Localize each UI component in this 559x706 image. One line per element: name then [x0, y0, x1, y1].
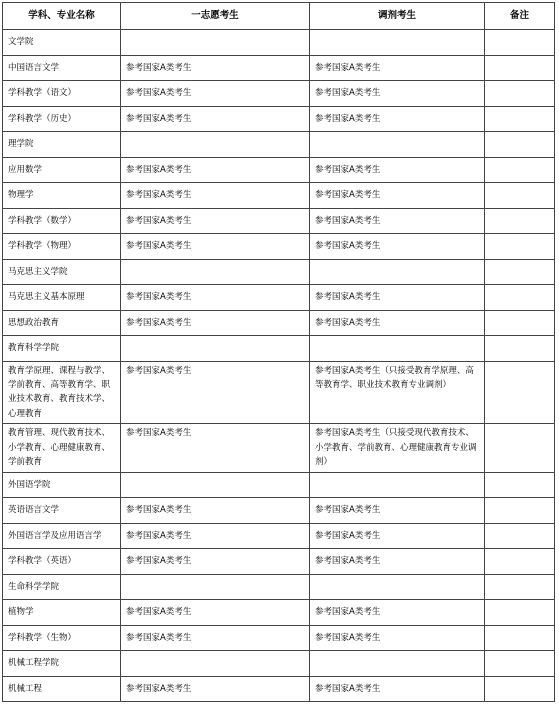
subject-cell: 中国语言文学 [3, 55, 121, 81]
first-choice-cell [121, 30, 310, 56]
note-cell [485, 676, 555, 702]
transfer-cell: 参考国家A类考生 [310, 549, 485, 575]
subject-cell: 植物学 [3, 600, 121, 626]
transfer-cell: 参考国家A类考生 [310, 498, 485, 524]
table-row [3, 234, 555, 260]
table-row [3, 208, 555, 234]
first-choice-cell [121, 651, 310, 677]
subject-cell: 学科教学（历史） [3, 106, 121, 132]
note-cell [485, 259, 555, 285]
subject-cell: 学科教学（语文） [3, 81, 121, 107]
note-cell [485, 549, 555, 575]
note-cell [485, 183, 555, 209]
transfer-cell: 参考国家A类考生 [310, 523, 485, 549]
subject-cell: 教育科学学院 [3, 336, 121, 362]
transfer-cell: 参考国家A类考生 [310, 157, 485, 183]
first-choice-cell: 参考国家A类考生 [121, 676, 310, 702]
table-header-row [3, 3, 555, 30]
note-cell [485, 55, 555, 81]
note-cell [485, 625, 555, 651]
first-choice-cell [121, 132, 310, 158]
transfer-cell: 参考国家A类考生 [310, 81, 485, 107]
header-transfer: 调剂考生 [310, 3, 485, 30]
note-cell [485, 132, 555, 158]
first-choice-cell: 参考国家A类考生 [121, 81, 310, 107]
table-row [3, 106, 555, 132]
first-choice-cell: 参考国家A类考生 [121, 523, 310, 549]
transfer-cell [310, 259, 485, 285]
first-choice-cell: 参考国家A类考生 [121, 310, 310, 336]
subject-cell: 思想政治教育 [3, 310, 121, 336]
note-cell [485, 30, 555, 56]
note-cell [485, 336, 555, 362]
transfer-cell: 参考国家A类考生（只接受现代教育技术、小学教育、学前教育、心理健康教育专业调剂） [310, 424, 485, 472]
note-cell [485, 81, 555, 107]
table-row [3, 81, 555, 107]
note-cell [485, 523, 555, 549]
table-row [3, 310, 555, 336]
note-cell [485, 600, 555, 626]
transfer-cell: 参考国家A类考生 [310, 106, 485, 132]
table-body [3, 30, 555, 702]
first-choice-cell: 参考国家A类考生 [121, 285, 310, 311]
note-cell [485, 208, 555, 234]
first-choice-cell: 参考国家A类考生 [121, 600, 310, 626]
transfer-cell: 参考国家A类考生 [310, 285, 485, 311]
note-cell [485, 651, 555, 677]
table-row [3, 424, 555, 472]
subject-cell: 机械工程 [3, 676, 121, 702]
note-cell [485, 285, 555, 311]
college-row [3, 336, 555, 362]
table-row [3, 600, 555, 626]
transfer-cell [310, 132, 485, 158]
transfer-cell: 参考国家A类考生 [310, 234, 485, 260]
header-notes: 备注 [485, 3, 555, 30]
transfer-cell [310, 30, 485, 56]
note-cell [485, 361, 555, 424]
table-row [3, 549, 555, 575]
subject-cell: 马克思主义学院 [3, 259, 121, 285]
subject-cell: 教育学原理、课程与教学、学前教育、高等教育学、职业技术教育、教育技术学、心理教育 [3, 361, 121, 424]
transfer-cell [310, 472, 485, 498]
subject-cell: 文学院 [3, 30, 121, 56]
note-cell [485, 574, 555, 600]
first-choice-cell: 参考国家A类考生 [121, 424, 310, 472]
table-row [3, 55, 555, 81]
transfer-cell [310, 651, 485, 677]
header-first-choice: 一志愿考生 [121, 3, 310, 30]
table-row [3, 183, 555, 209]
subject-cell: 外国语学院 [3, 472, 121, 498]
table-row [3, 361, 555, 424]
note-cell [485, 310, 555, 336]
transfer-cell: 参考国家A类考生 [310, 310, 485, 336]
transfer-cell: 参考国家A类考生 [310, 55, 485, 81]
first-choice-cell: 参考国家A类考生 [121, 157, 310, 183]
subject-cell: 生命科学学院 [3, 574, 121, 600]
first-choice-cell: 参考国家A类考生 [121, 208, 310, 234]
subject-cell: 物理学 [3, 183, 121, 209]
college-row [3, 472, 555, 498]
transfer-cell: 参考国家A类考生（只接受教育学原理、高等教育学、职业技术教育专业调剂） [310, 361, 485, 424]
first-choice-cell: 参考国家A类考生 [121, 625, 310, 651]
table-row [3, 625, 555, 651]
subject-cell: 学科教学（数学） [3, 208, 121, 234]
first-choice-cell: 参考国家A类考生 [121, 498, 310, 524]
first-choice-cell [121, 472, 310, 498]
transfer-cell: 参考国家A类考生 [310, 600, 485, 626]
note-cell [485, 498, 555, 524]
first-choice-cell: 参考国家A类考生 [121, 234, 310, 260]
subject-cell: 英语语言文学 [3, 498, 121, 524]
subject-cell: 学科教学（英语） [3, 549, 121, 575]
first-choice-cell: 参考国家A类考生 [121, 55, 310, 81]
table-row [3, 676, 555, 702]
admission-score-table [2, 2, 555, 702]
college-row [3, 651, 555, 677]
subject-cell: 学科教学（物理） [3, 234, 121, 260]
table-row [3, 498, 555, 524]
college-row [3, 259, 555, 285]
header-subject: 学科、专业名称 [3, 3, 121, 30]
note-cell [485, 424, 555, 472]
subject-cell: 外国语言学及应用语言学 [3, 523, 121, 549]
note-cell [485, 234, 555, 260]
subject-cell: 理学院 [3, 132, 121, 158]
table-row [3, 523, 555, 549]
subject-cell: 应用数学 [3, 157, 121, 183]
college-row [3, 30, 555, 56]
subject-cell: 机械工程学院 [3, 651, 121, 677]
transfer-cell [310, 574, 485, 600]
note-cell [485, 106, 555, 132]
first-choice-cell [121, 259, 310, 285]
first-choice-cell: 参考国家A类考生 [121, 549, 310, 575]
college-row [3, 574, 555, 600]
subject-cell: 学科教学（生物） [3, 625, 121, 651]
transfer-cell: 参考国家A类考生 [310, 676, 485, 702]
subject-cell: 教育管理、现代教育技术、小学教育、心理健康教育、学前教育 [3, 424, 121, 472]
table-row [3, 285, 555, 311]
transfer-cell: 参考国家A类考生 [310, 208, 485, 234]
transfer-cell: 参考国家A类考生 [310, 625, 485, 651]
college-row [3, 132, 555, 158]
subject-cell: 马克思主义基本原理 [3, 285, 121, 311]
first-choice-cell: 参考国家A类考生 [121, 106, 310, 132]
note-cell [485, 157, 555, 183]
first-choice-cell: 参考国家A类考生 [121, 183, 310, 209]
first-choice-cell [121, 336, 310, 362]
first-choice-cell: 参考国家A类考生 [121, 361, 310, 424]
table-row [3, 157, 555, 183]
note-cell [485, 472, 555, 498]
transfer-cell: 参考国家A类考生 [310, 183, 485, 209]
transfer-cell [310, 336, 485, 362]
first-choice-cell [121, 574, 310, 600]
